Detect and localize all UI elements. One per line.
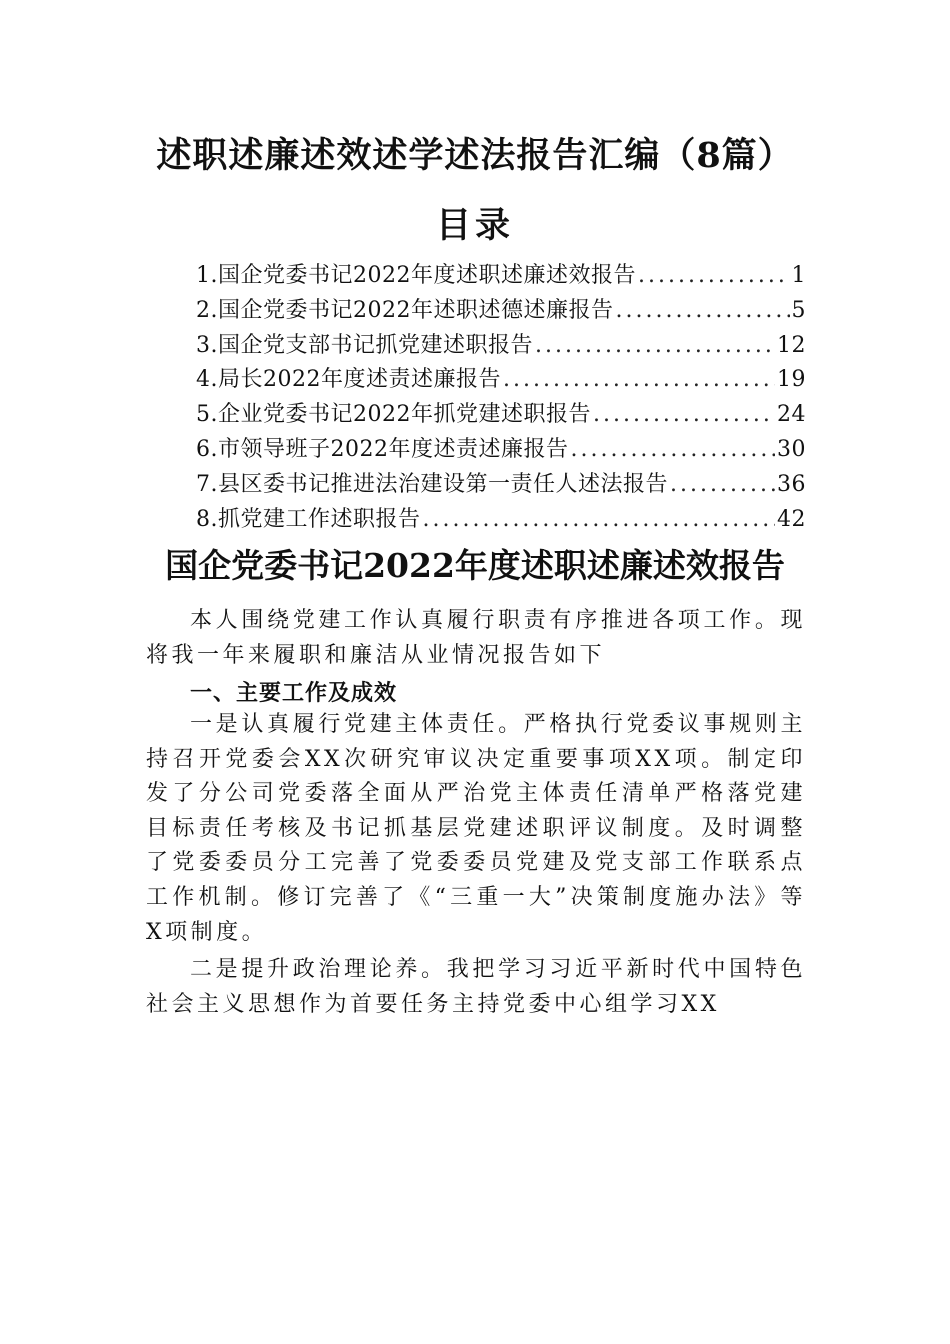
toc-item-page: 42 (777, 506, 806, 532)
toc-leader-dots (593, 402, 775, 427)
toc-leader-dots (535, 333, 775, 358)
toc-item-5[interactable] (196, 397, 806, 432)
toc-item-label: 5.企业党委书记2022年抓党建述职报告 (196, 402, 591, 428)
toc-item-page: 24 (777, 402, 806, 428)
toc-item-label: 2.国企党委书记2022年述职述德述廉报告 (196, 297, 614, 323)
toc-item-page: 5 (791, 297, 806, 323)
toc-item-4[interactable] (196, 362, 806, 397)
toc-leader-dots (423, 507, 776, 532)
section-heading-main-work: 一、主要工作及成效 (190, 681, 398, 706)
toc-item-label: 4.局长2022年度述责述廉报告 (196, 367, 501, 393)
toc-item-6[interactable] (196, 432, 806, 467)
report-paragraph-1: 一是认真履行党建主体责任。严格执行党委议事规则主持召开党委会XX次研究审议决定重要事项XX项。制定印发了分公司党委落全面从严治党主体责任清单严格落党建目标责任考核及书记抓基层党建述职评议制度。及时调整了党委委员分工完善了党委委员党建及党支部工作联系点工作机制。修订完善了《“三重一大”决策制度施办法》等X项制度。 (146, 712, 806, 945)
toc-item-2[interactable] (196, 293, 806, 328)
toc-item-page: 30 (777, 436, 806, 462)
toc-item-label: 3.国企党支部书记抓党建述职报告 (196, 332, 533, 358)
toc-item-page: 12 (777, 332, 806, 358)
toc-leader-dots (615, 298, 789, 323)
toc-item-label: 6.市领导班子2022年度述责述廉报告 (196, 436, 569, 462)
toc-item-7[interactable] (196, 467, 806, 502)
toc-item-page: 36 (777, 471, 806, 497)
toc-item-page: 19 (777, 367, 806, 393)
report-title: 国企党委书记2022年度述职述廉述效报告 (165, 546, 785, 585)
report-paragraph-2: 二是提升政治理论养。我把学习习近平新时代中国特色社会主义思想作为首要任务主持党委中心组学习XX (146, 957, 806, 1017)
toc-item-1[interactable] (196, 258, 806, 293)
toc-leader-dots (638, 263, 790, 288)
toc-item-3[interactable] (196, 328, 806, 363)
toc-item-label: 8.抓党建工作述职报告 (196, 506, 421, 532)
table-of-contents (196, 258, 806, 536)
toc-leader-dots (503, 367, 775, 392)
toc-heading: 目录 (435, 205, 514, 246)
toc-item-label: 1.国企党委书记2022年度述职述廉述效报告 (196, 263, 636, 288)
toc-leader-dots (570, 437, 775, 462)
toc-item-page: 1 (791, 263, 806, 288)
toc-leader-dots (670, 472, 775, 497)
report-intro-paragraph: 本人围绕党建工作认真履行职责有序推进各项工作。现将我一年来履职和廉洁从业情况报告如下 (146, 608, 806, 668)
toc-item-8[interactable] (196, 502, 806, 537)
document-title: 述职述廉述效述学述法报告汇编（8篇） (156, 135, 794, 176)
toc-item-label: 7.县区委书记推进法治建设第一责任人述法报告 (196, 471, 668, 497)
